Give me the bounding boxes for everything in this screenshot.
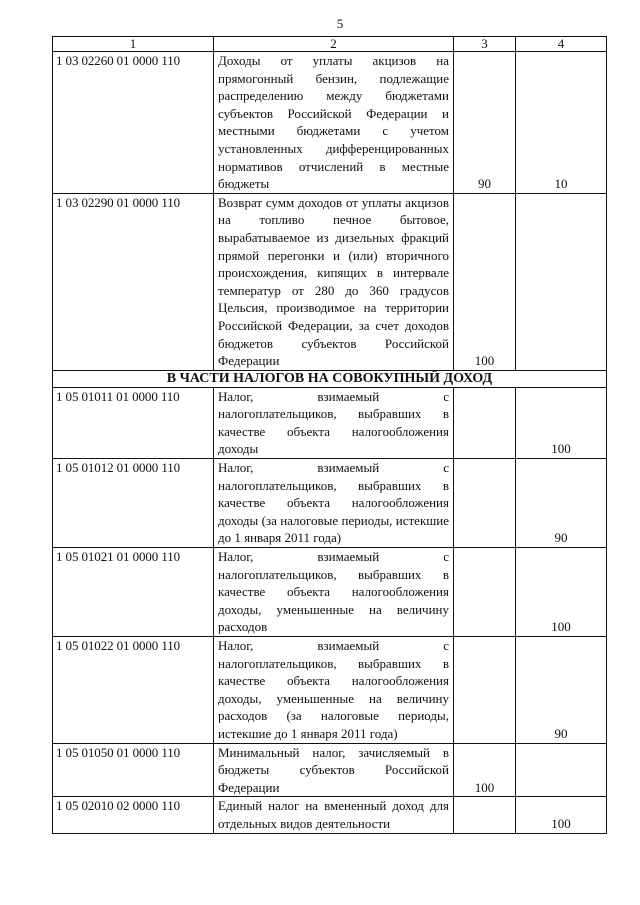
row-description: Доходы от уплаты акцизов на прямогонный бензин, подлежащие распределению между бюджетами субъектов Российской Федерации и местными бюджетами с учетом установленных дифференцированных нормативов отчислений в местные бюджеты (214, 52, 454, 194)
page-number: 5 (336, 16, 344, 31)
header-col-2: 2 (214, 37, 454, 52)
table-row (53, 193, 607, 370)
row-col3-value (454, 459, 516, 548)
row-code: 1 05 01011 01 0000 110 (53, 387, 214, 458)
table-row (53, 387, 607, 458)
section-title: В ЧАСТИ НАЛОГОВ НА СОВОКУПНЫЙ ДОХОД (53, 370, 607, 387)
row-col3-value (454, 797, 516, 833)
row-description: Налог, взимаемый с налогоплательщиков, выбравших в качестве объекта налогообложения доходы, уменьшенные на величину расходов (214, 548, 454, 637)
row-code: 1 05 01022 01 0000 110 (53, 637, 214, 744)
table-row (53, 637, 607, 744)
revenue-distribution-table (52, 36, 607, 834)
row-code: 1 05 01012 01 0000 110 (53, 459, 214, 548)
row-col4-value: 90 (516, 637, 607, 744)
table-row (53, 52, 607, 194)
table-row (53, 797, 607, 833)
table-header (53, 37, 607, 52)
row-col4-value: 100 (516, 797, 607, 833)
row-col4-value: 90 (516, 459, 607, 548)
row-description: Возврат сумм доходов от уплаты акцизов на топливо печное бытовое, вырабатываемое из дизельных фракций прямой перегонки и (или) вторичного происхождения, кипящих в интервале температур от 280 до 360 градусов Цельсия, производимое на территории Российской Федерации, за счет доходов бюджетов субъектов Российской Федерации (214, 193, 454, 370)
row-code: 1 03 02290 01 0000 110 (53, 193, 214, 370)
row-col4-value: 100 (516, 548, 607, 637)
row-code: 1 05 01050 01 0000 110 (53, 743, 214, 797)
row-code: 1 05 01021 01 0000 110 (53, 548, 214, 637)
row-description: Налог, взимаемый с налогоплательщиков, выбравших в качестве объекта налогообложения доходы (за налоговые периоды, истекшие до 1 января 2011 года) (214, 459, 454, 548)
row-col4-value (516, 193, 607, 370)
row-description: Налог, взимаемый с налогоплательщиков, выбравших в качестве объекта налогообложения доходы, уменьшенные на величину расходов (за налоговые периоды, истекшие до 1 января 2011 года) (214, 637, 454, 744)
row-description: Налог, взимаемый с налогоплательщиков, выбравших в качестве объекта налогообложения доходы (214, 387, 454, 458)
row-description: Единый налог на вмененный доход для отдельных видов деятельности (214, 797, 454, 833)
row-description: Минимальный налог, зачисляемый в бюджеты субъектов Российской Федерации (214, 743, 454, 797)
table-row (53, 459, 607, 548)
row-col4-value: 10 (516, 52, 607, 194)
row-col3-value (454, 548, 516, 637)
row-col4-value (516, 743, 607, 797)
header-col-1: 1 (53, 37, 214, 52)
row-col3-value (454, 637, 516, 744)
row-col3-value (454, 387, 516, 458)
header-col-4: 4 (516, 37, 607, 52)
row-code: 1 03 02260 01 0000 110 (53, 52, 214, 194)
row-code: 1 05 02010 02 0000 110 (53, 797, 214, 833)
row-col3-value: 90 (454, 52, 516, 194)
table-row (53, 548, 607, 637)
row-col3-value: 100 (454, 743, 516, 797)
section-header-row (53, 370, 607, 387)
header-col-3: 3 (454, 37, 516, 52)
row-col3-value: 100 (454, 193, 516, 370)
row-col4-value: 100 (516, 387, 607, 458)
table-row (53, 743, 607, 797)
